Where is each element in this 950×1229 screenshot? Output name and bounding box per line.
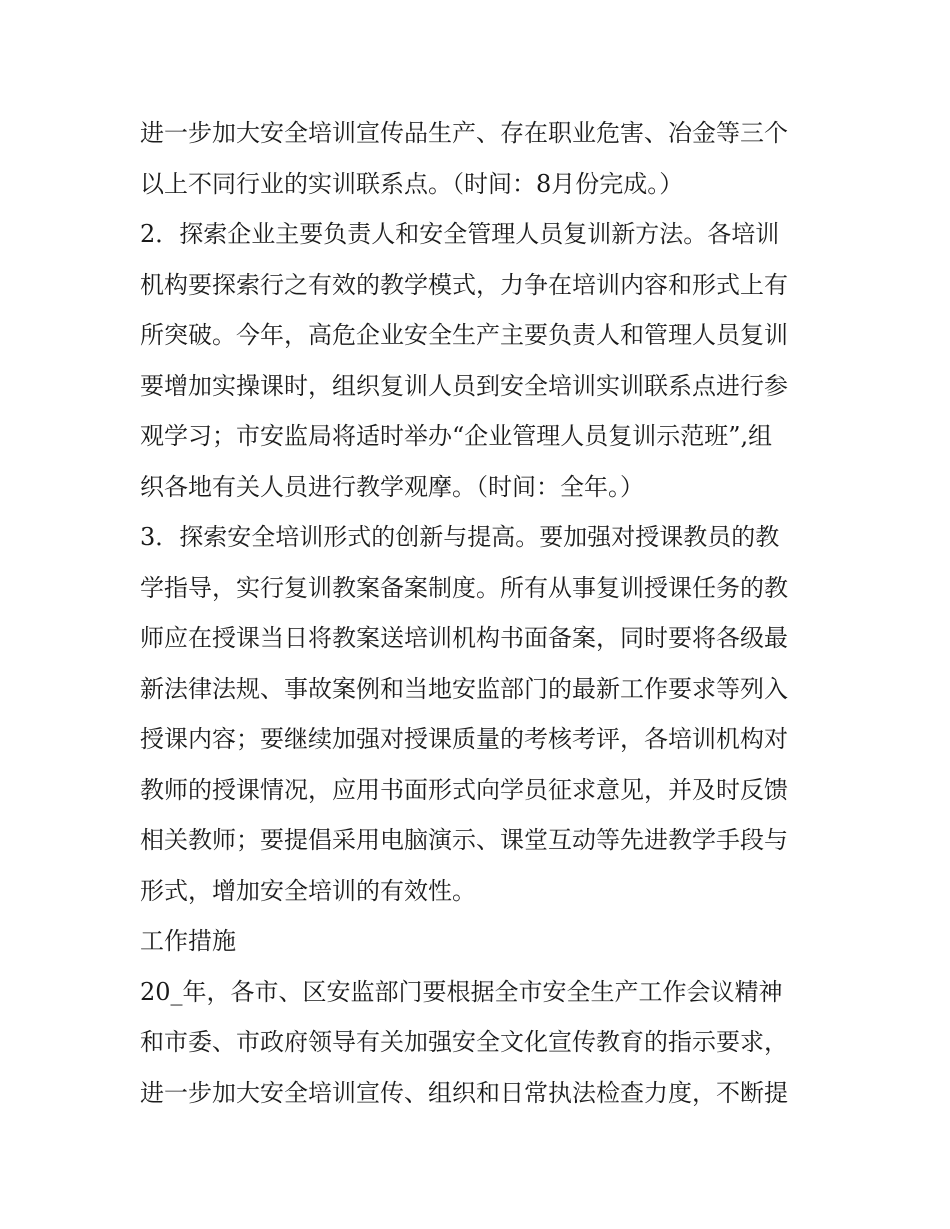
text-line: 授课内容；要继续加强对授课质量的考核考评，各培训机构对 <box>140 725 788 753</box>
text-line: 所突破。今年，高危企业安全生产主要负责人和管理人员复训 <box>140 321 788 349</box>
text-line: 学指导，实行复训教案备案制度。所有从事复训授课任务的教 <box>140 573 788 602</box>
text-line: 织各地有关人员进行教学观摩。（时间：全年。） <box>140 472 644 501</box>
section-heading: 工作措施 <box>140 927 236 955</box>
text-line: 教师的授课情况，应用书面形式向学员征求意见，并及时反馈 <box>140 775 788 804</box>
text-line: 相关教师；要提倡采用电脑演示、课堂互动等先进教学手段与 <box>140 826 788 854</box>
text-line: 以上不同行业的实训联系点。（时间：8月份完成。） <box>140 169 684 198</box>
text-line: 2．探索企业主要负责人和安全管理人员复训新方法。各培训 <box>140 220 780 248</box>
text-line: 进一步加大安全培训宣传品生产、存在职业危害、冶金等三个 <box>140 119 788 147</box>
text-line: 进一步加大安全培训宣传、组织和日常执法检查力度，不断提 <box>140 1078 788 1107</box>
text-line: 新法律法规、事故案例和当地安监部门的最新工作要求等列入 <box>140 674 788 703</box>
text-line: 和市委、市政府领导有关加强安全文化宣传教育的指示要求， <box>140 1028 788 1056</box>
text-line: 要增加实操课时，组织复训人员到安全培训实训联系点进行参 <box>140 371 788 400</box>
text-line: 师应在授课当日将教案送培训机构书面备案，同时要将各级最 <box>140 624 788 652</box>
text-line: 3．探索安全培训形式的创新与提高。要加强对授课教员的教 <box>140 523 780 551</box>
text-line: 机构要探索行之有效的教学模式，力争在培训内容和形式上有 <box>140 270 788 299</box>
text-line: 观学习；市安监局将适时举办“企业管理人员复训示范班”,组 <box>140 422 773 450</box>
text-line: 20_年，各市、区安监部门要根据全市安全生产工作会议精神 <box>140 977 783 1006</box>
body-text <box>140 108 820 1118</box>
text-line: 形式，增加安全培训的有效性。 <box>140 876 476 905</box>
